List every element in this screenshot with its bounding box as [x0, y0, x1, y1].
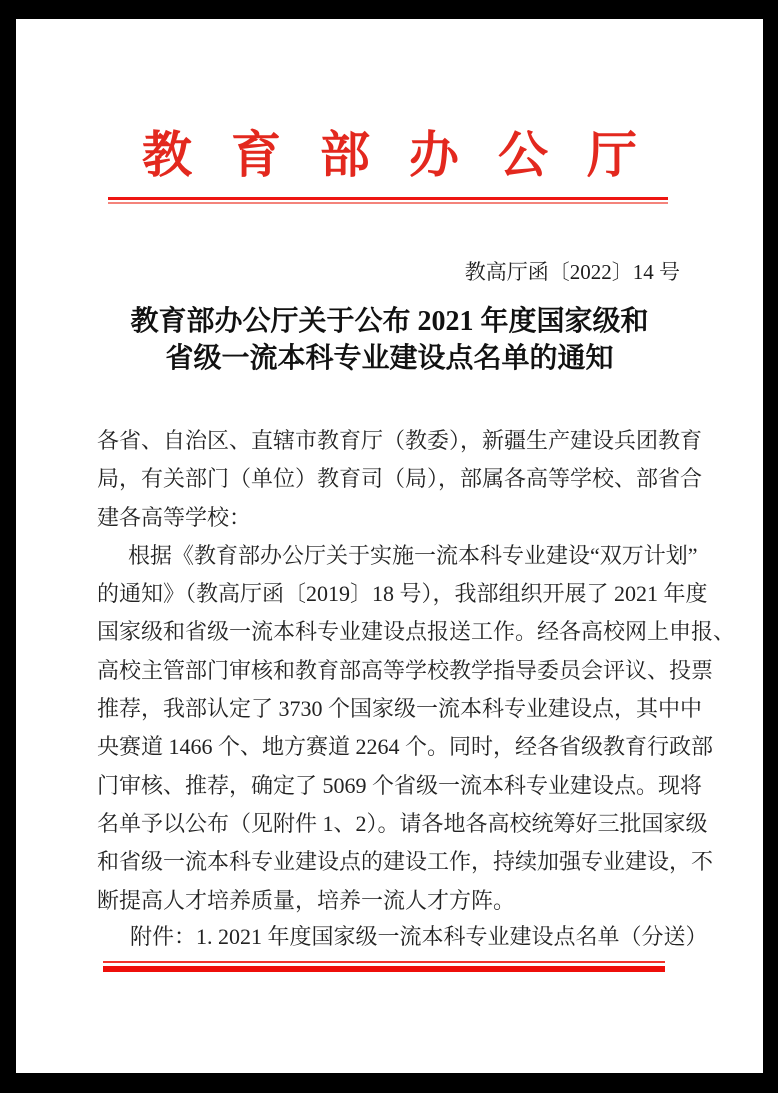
body-line: 各省、自治区、直辖市教育厅（教委），新疆生产建设兵团教育: [97, 428, 703, 453]
body-line: 名单予以公布（见附件 1、2）。请各地各高校统筹好三批国家级: [97, 810, 708, 836]
header-divider-rule: [108, 197, 668, 204]
body-line: 高校主管部门审核和教育部高等学校教学指导委员会评议、投票: [97, 657, 714, 683]
document-body: [97, 422, 736, 920]
body-line: 局，有关部门（单位）教育司（局），部属各高等学校、部省合: [97, 466, 703, 492]
document-title: [16, 303, 763, 377]
body-line: 央赛道 1466 个、地方赛道 2264 个。同时，经各省级教育行政部: [97, 734, 714, 760]
letterhead-title: 教育部办公厅: [142, 127, 676, 183]
body-line-paragraph-start: 根据《教育部办公厅关于实施一流本科专业建设“双万计划”: [128, 542, 698, 568]
body-line: 门审核、推荐，确定了 5069 个省级一流本科专业建设点。现将: [97, 772, 703, 798]
document-number: 教高厅函〔2022〕14 号: [464, 260, 680, 284]
body-line: 断提高人才培养质量，培养一流人才方阵。: [97, 887, 516, 913]
header-rule-thin-line: [108, 202, 668, 204]
body-line: 建各高等学校：: [97, 504, 252, 530]
footer-divider-rule: [103, 961, 665, 972]
document-title-line1: 教育部办公厅关于公布 2021 年度国家级和: [130, 306, 649, 337]
body-line: 国家级和省级一流本科专业建设点报送工作。经各高校网上申报、: [97, 619, 736, 645]
attachment-line: 附件：1. 2021 年度国家级一流本科专业建设点名单（分送）: [130, 924, 708, 949]
footer-rule-thick-line: [103, 966, 665, 972]
body-line: 推荐，我部认定了 3730 个国家级一流本科专业建设点，其中中: [97, 696, 703, 722]
document-title-line2: 省级一流本科专业建设点名单的通知: [165, 343, 614, 374]
body-line: 的通知》（教高厅函〔2019〕18 号），我部组织开展了 2021 年度: [97, 581, 708, 607]
body-line: 和省级一流本科专业建设点的建设工作，持续加强专业建设，不: [97, 849, 714, 875]
document-page: [16, 19, 763, 1073]
